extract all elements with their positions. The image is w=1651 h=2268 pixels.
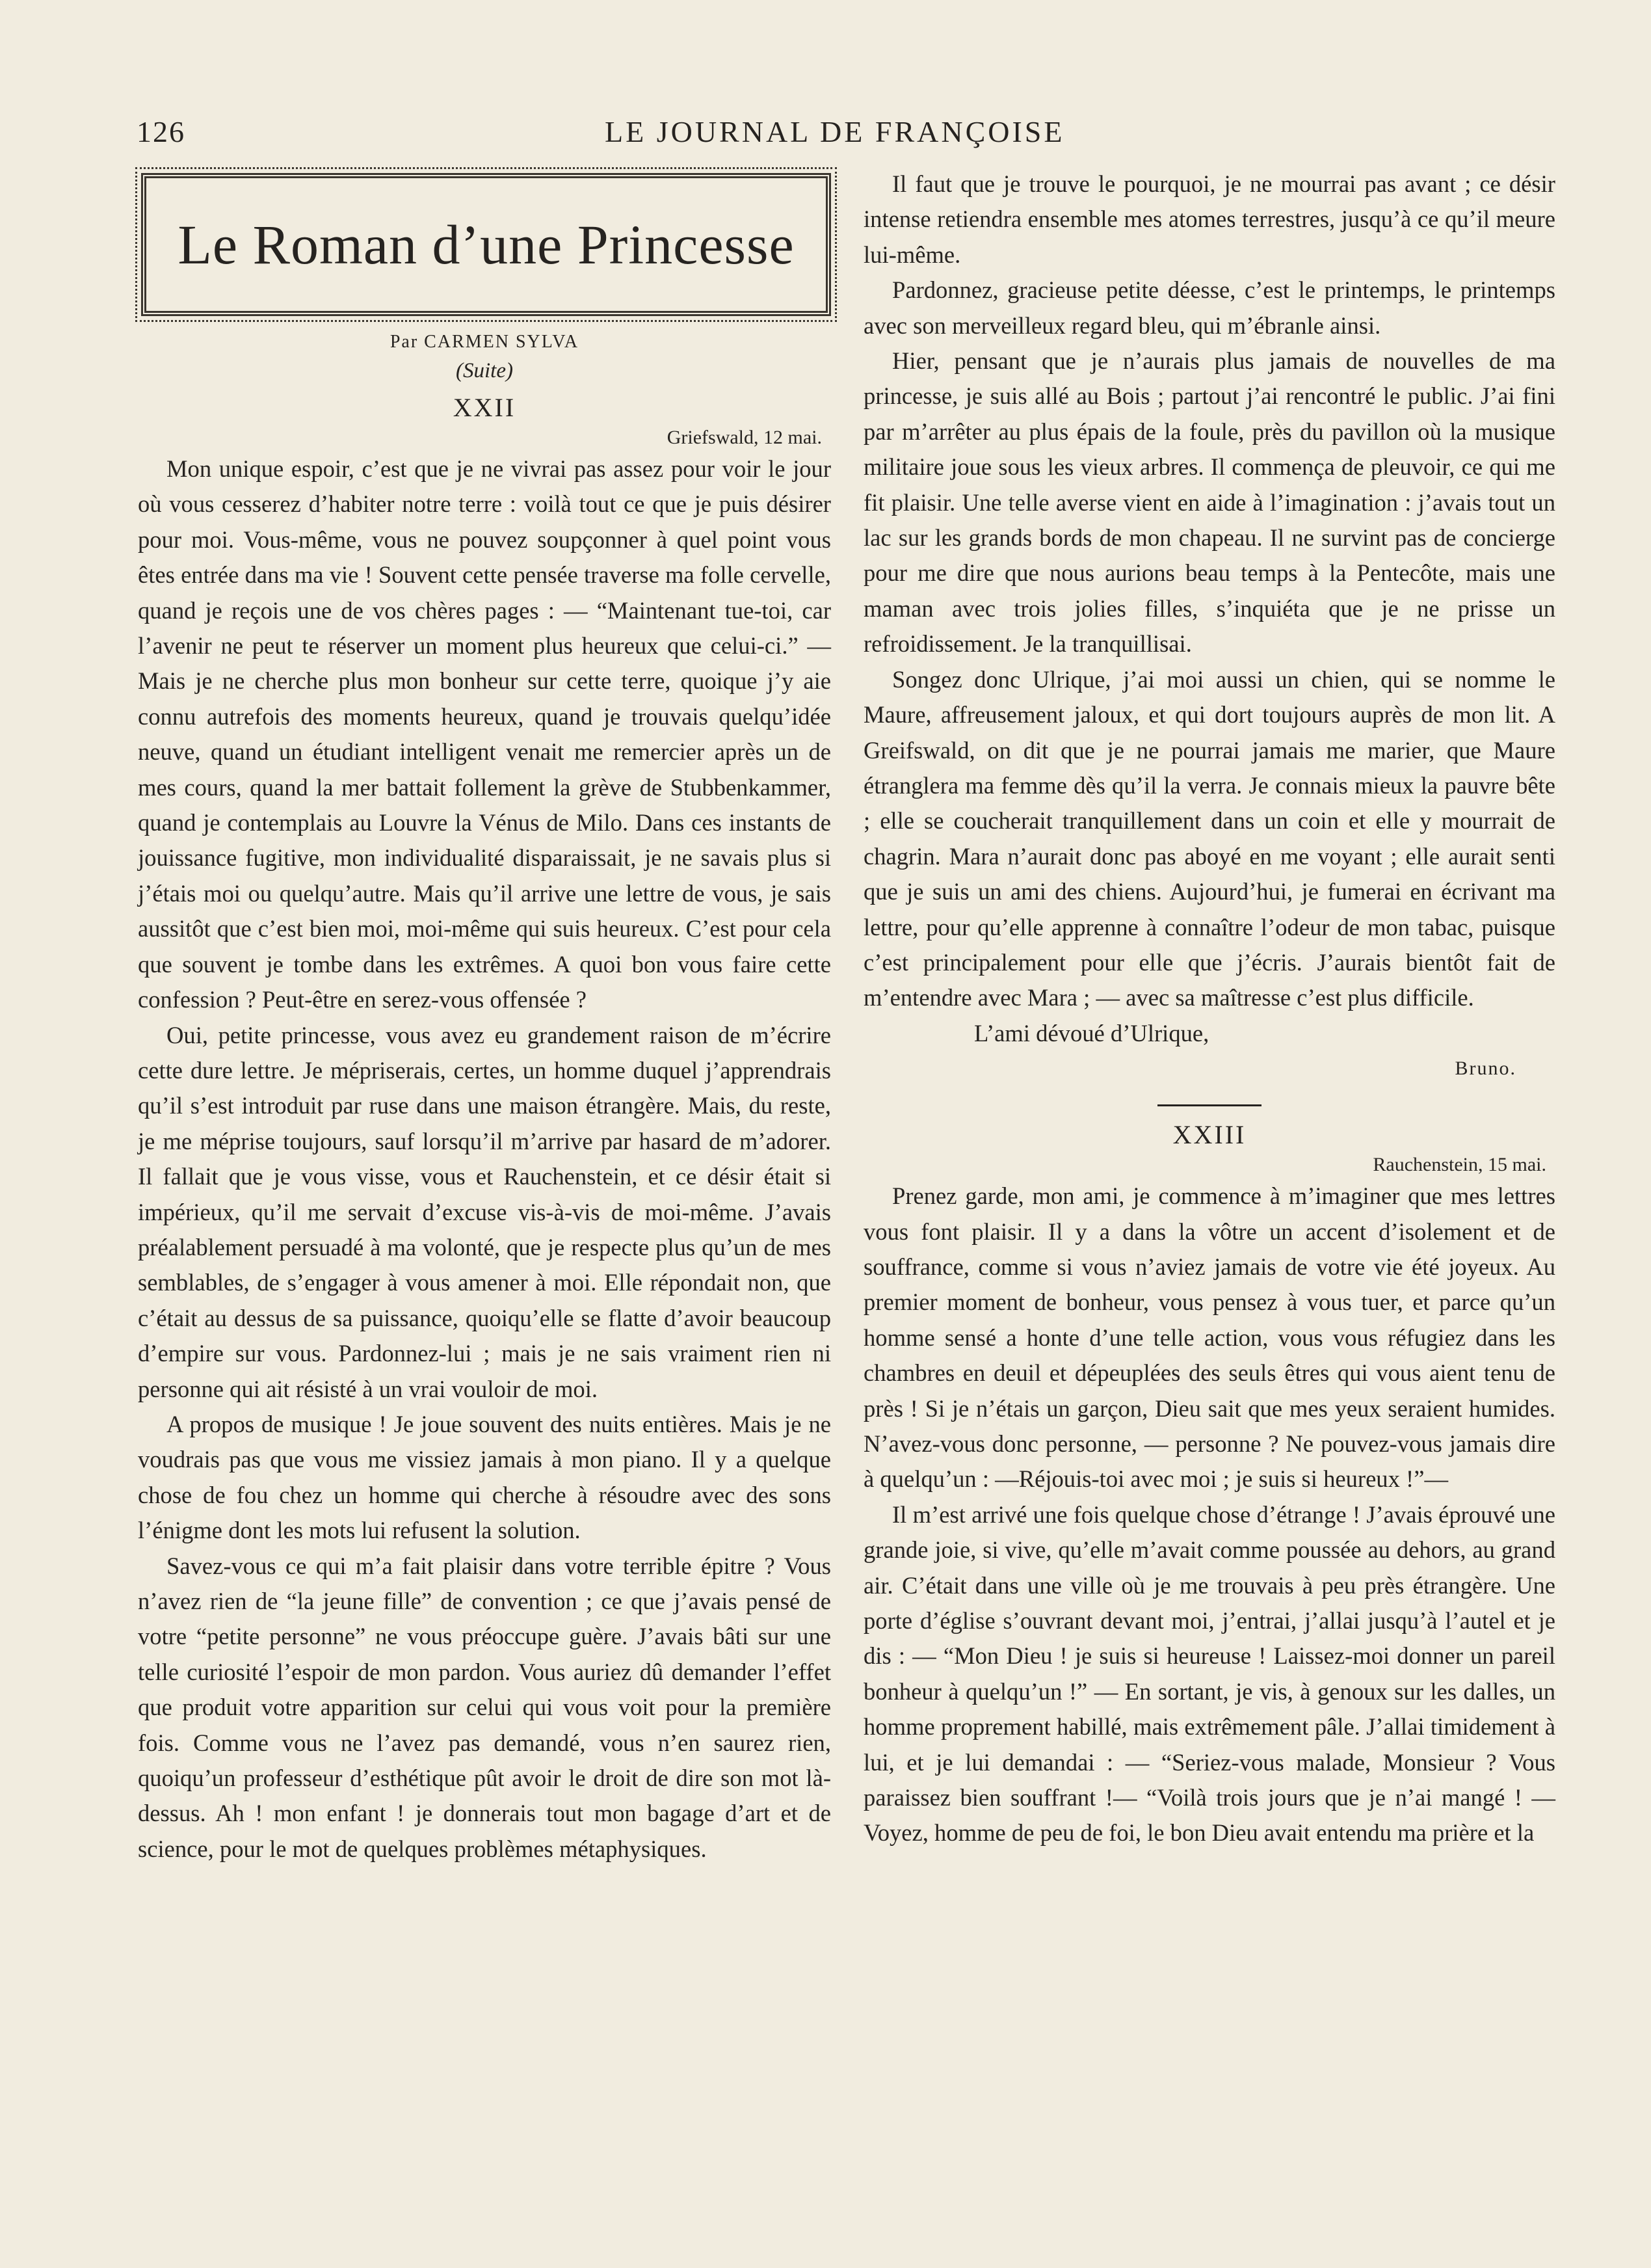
paragraph: Savez-vous ce qui m’a fait plaisir dans votre terrible épitre ? Vous n’avez rien de “la jeune fille” de convention ; ce que j’avais pensé de votre “petite personne” ne vous préoccupe guère. J’avais bâti sur une telle curiosité l’espoir de mon pardon. Vous auriez dû demander l’effet que produit votre apparition sur celui qui vous voit pour la première fois. Comme vous ne l’avez pas demandé, vous n’en saurez rien, quoiqu’un professeur d’esthétique pût avoir le droit de dire son mot là-dessus. Ah ! mon enfant ! je donnerais tout mon bagage d’art et de science, pour le mot de quelques problèmes métaphysiques. (138, 1552, 831, 1862)
chapter-heading-xxiii: XXIII (1172, 1120, 1247, 1150)
paragraph: Il m’est arrivé une fois quelque chose d’étrange ! J’avais éprouvé une grande joie, si vive, qu’elle m’avait comme poussée au dehors, au grand air. C’était dans une ville où je me trouvais à peu près étrangère. Une porte d’église s’ouvrant devant moi, j’entrai, j’allai jusqu’à l’autel et je dis : — “Mon Dieu ! je suis si heureuse ! Laissez-moi donner un pareil bonheur à quelqu’un !” — En sortant, je vis, à genoux sur les dalles, un homme proprement habillé, mais extrêmement pâle. J’allai timidement à lui, et je lui demandai : — “Seriez-vous malade, Monsieur ? Vous paraissez bien souffrant !— “Voilà trois jours que je n’ai mangé ! — Voyez, homme de peu de foi, le bon Dieu avait entendu ma prière et la (864, 1501, 1555, 1847)
paragraph: Prenez garde, mon ami, je commence à m’imaginer que mes lettres vous font plaisir. Il y a dans la vôtre un accent d’isolement et de souffrance, comme si vous n’aviez jamais de votre vie été joyeux. Au premier moment de bonheur, vous pensez à vous tuer, et parce qu’un homme sensé a honte d’une telle action, vous vous réfugiez dans les chambres en deuil et dépeuplées des seuls êtres qui vous aient tenu de près ! Si je n’étais un garçon, Dieu sait que mes yeux seraient humides. N’avez-vous donc personne, — personne ? Ne pouvez-vous jamais dire à quelqu’un : —Réjouis-toi avec moi ; je suis si heureux !”— (864, 1182, 1555, 1493)
suite-label: (Suite) (456, 359, 513, 382)
dateline-xxiii: Rauchenstein, 15 mai. (1373, 1154, 1546, 1176)
paragraph: Mon unique espoir, c’est que je ne vivrai pas assez pour voir le jour où vous cesserez d’habiter notre terre : voilà tout ce que je puis désirer pour moi. Vous-même, vous ne pouvez soupçonner à quel point vous êtes entrée dans ma vie ! Souvent cette pensée traverse ma folle cervelle, quand je reçois une de vos chères pages : — “Maintenant tue-toi, car l’avenir ne peut te réserver un moment plus heureux que celui-ci.” — Mais je ne cherche plus mon bonheur sur cette terre, quoique j’y aie connu autrefois des moments heureux, quand je trouvais quelqu’idée neuve, quand un étudiant intelligent venait me remercier après un de mes cours, quand la mer battait follement la grève de Stubbenkammer, quand je contemplais au Louvre la Vénus de Milo. Dans ces instants de jouissance fugitive, mon individualité disparaissait, je ne savais plus si j’étais moi ou quelqu’autre. Mais qu’il arrive une lettre de vous, je sais aussitôt que c’est bien moi, moi-même qui suis heureux. C’est pour cela que souvent je tombe dans les extrêmes. A quoi bon vous faire cette confession ? Peut-être en serez-vous offensée ? (138, 455, 831, 1013)
paragraph: Pardonnez, gracieuse petite déesse, c’est le printemps, le printemps avec son merveilleux regard bleu, qui m’ébranle ainsi. (864, 276, 1555, 339)
signoff: L’ami dévoué d’Ulrique, (974, 1019, 1209, 1047)
dateline-xxii: Griefswald, 12 mai. (667, 427, 822, 448)
signature: Bruno. (1455, 1058, 1516, 1080)
running-header (137, 114, 1567, 160)
section-divider (1157, 1104, 1261, 1106)
left-column (138, 173, 831, 1867)
paragraph: Oui, petite princesse, vous avez eu grandement raison de m’écrire cette dure lettre. Je mépriserais, certes, un homme duquel j’apprendrais qu’il s’est introduit par ruse dans une maison étrangère. Mais, du reste, je me méprise toujours, sauf lorsqu’il m’arrive par hasard de m’adorer. Il fallait que je vous visse, vous et Rauchenstein, et ce désir était si impérieux, qu’il me servait d’excuse vis-à-vis de moi-même. J’avais préalablement persuadé à ma volonté, que je respecte plus qu’un de mes semblables, de s’engager à vous amener à moi. Elle répondait non, que c’était au dessus de sa puissance, quoiqu’elle se flatte d’avoir beaucoup d’empire sur vous. Pardonnez-lui ; mais je ne sais vraiment rien ni personne qui ait résisté à un vrai vouloir de moi. (138, 1021, 831, 1402)
running-title: LE JOURNAL DE FRANÇOISE (605, 115, 1065, 148)
paragraph: Songez donc Ulrique, j’ai moi aussi un chien, qui se nomme le Maure, affreusement jaloux, et qui dort toujours auprès de mon lit. A Greifswald, on dit que je ne pourrai jamais me marier, que Maure étranglera ma femme dès qu’il la verra. Je connais mieux la pauvre bête ; elle se coucherait tranquillement dans un coin et elle y mourrait de chagrin. Mara n’aurait donc pas aboyé en me voyant ; elle aurait senti que je suis un ami des chiens. Aujourd’hui, je fumerai en écrivant ma lettre, pour qu’elle apprenne à connaître l’odeur de mon tabac, puisque c’est principalement pour elle que j’écris. J’aurais bientôt fait de m’entendre avec Mara ; — avec sa maîtresse c’est plus difficile. (864, 665, 1555, 1011)
article-title: Le Roman d’une Princesse (178, 213, 795, 276)
right-column (864, 167, 1555, 1851)
byline: Par CARMEN SYLVA (390, 332, 579, 352)
paragraph: A propos de musique ! Je joue souvent des nuits entières. Mais je ne voudrais pas que vous me vissiez jamais à mon piano. Il y a quelque chose de fou chez un homme qui cherche à résoudre avec des sons l’énigme dont les mots lui refusent la solution. (138, 1410, 831, 1544)
page-number: 126 (137, 115, 185, 148)
paragraph: Il faut que je trouve le pourquoi, je ne mourrai pas avant ; ce désir intense retiendra ensemble mes atomes terrestres, jusqu’à ce qu’il meure lui-même. (864, 170, 1555, 268)
paragraph: Hier, pensant que je n’aurais plus jamais de nouvelles de ma princesse, je suis allé au Bois ; partout j’ai rencontré le public. J’ai fini par m’arrêter au plus épais de la foule, près du pavillon où la musique militaire joue sous les vieux arbres. Il commença de pleuvoir, ce qui me fit plaisir. Une telle averse vient en aide à l’imagination : j’avais tout un lac sur les grands bords de mon chapeau. Il ne survint pas de concierge pour me dire que nous aurions beau temps à la Pentecôte, mais une maman avec trois jolies filles, s’inquiéta que je ne prisse un refroidissement. Je la tranquillisai. (864, 347, 1555, 658)
chapter-heading-xxii: XXII (453, 393, 516, 422)
title-frame (141, 173, 831, 316)
